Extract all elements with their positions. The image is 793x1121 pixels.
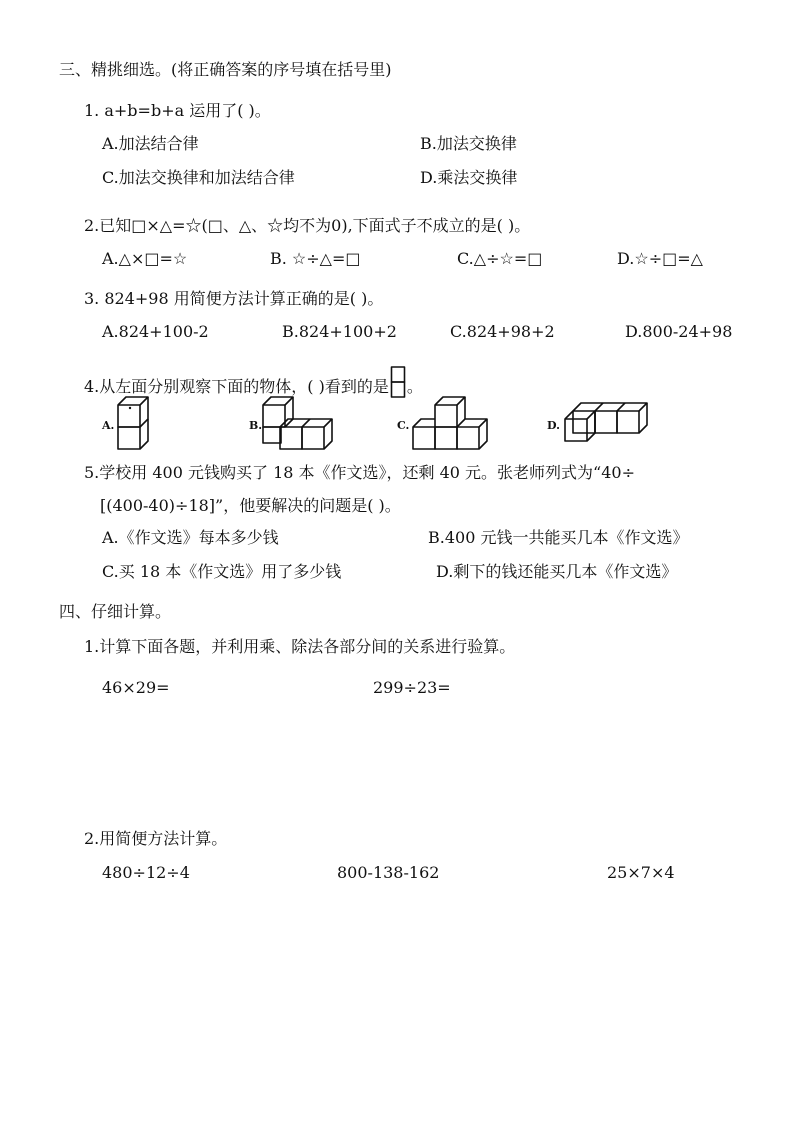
- calc-question-2-stem: 2.用简便方法计算。: [84, 829, 228, 848]
- section-3-title: 三、精挑细选。(将正确答案的序号填在括号里): [59, 60, 392, 79]
- question-1-option-d[interactable]: D.乘法交换律: [420, 168, 518, 187]
- question-4-option-c-figure[interactable]: [395, 393, 490, 453]
- section-4-title: 四、仔细计算。: [59, 602, 172, 621]
- calc-question-1-stem: 1.计算下面各题，并利用乘、除法各部分间的关系进行验算。: [84, 637, 516, 656]
- question-5-option-b[interactable]: B.400 元钱一共能买几本《作文选》: [428, 528, 689, 547]
- question-3-option-b[interactable]: B.824+100+2: [282, 322, 397, 341]
- question-4-option-d-label: D.: [547, 419, 560, 432]
- question-4-stem-end: 。: [406, 377, 423, 396]
- question-1-option-c[interactable]: C.加法交换律和加法结合律: [102, 168, 295, 187]
- question-4-option-d-figure[interactable]: [545, 393, 645, 453]
- calc-item-5: 25×7×4: [607, 863, 675, 882]
- question-3-option-a[interactable]: A.824+100-2: [102, 322, 209, 341]
- calc-item-3: 480÷12÷4: [102, 863, 190, 882]
- question-2-option-b[interactable]: B. ☆÷△=□: [270, 249, 361, 268]
- question-4-option-c-label: C.: [397, 419, 410, 432]
- question-1-stem: 1. a+b=b+a 运用了( )。: [84, 101, 271, 120]
- question-2-stem: 2.已知□×△=☆(□、△、☆均不为0),下面式子不成立的是( )。: [84, 216, 531, 235]
- question-5-stem-line-1: 5.学校用 400 元钱购买了 18 本《作文选》，还剩 40 元。张老师列式为“40÷: [84, 463, 635, 482]
- question-4-option-b-figure[interactable]: [247, 393, 337, 453]
- question-4-option-a-label: A.: [102, 419, 115, 432]
- calc-item-4: 800-138-162: [337, 863, 440, 882]
- question-3-option-d[interactable]: D.800-24+98: [625, 322, 733, 341]
- question-2-option-d[interactable]: D.☆÷□=△: [617, 249, 703, 268]
- question-5-stem-line-2: [(400-40)÷18]”，他要解决的问题是( )。: [100, 496, 401, 515]
- question-1-option-a[interactable]: A.加法结合律: [102, 134, 199, 153]
- question-2-option-c[interactable]: C.△÷☆=□: [457, 249, 543, 268]
- calc-item-2: 299÷23=: [373, 678, 451, 697]
- question-4-option-a-figure[interactable]: [100, 393, 165, 453]
- question-5-option-a[interactable]: A.《作文选》每本多少钱: [102, 528, 279, 547]
- question-5-option-c[interactable]: C.买 18 本《作文选》用了多少钱: [102, 562, 342, 581]
- question-3-stem: 3. 824+98 用简便方法计算正确的是( )。: [84, 289, 384, 308]
- question-3-option-c[interactable]: C.824+98+2: [450, 322, 555, 341]
- question-4-stem-text: 4.从左面分别观察下面的物体，( )看到的是: [84, 377, 389, 396]
- question-1-option-b[interactable]: B.加法交换律: [420, 134, 517, 153]
- question-5-option-d[interactable]: D.剩下的钱还能买几本《作文选》: [436, 562, 678, 581]
- question-4-option-b-label: B.: [249, 419, 263, 432]
- calc-item-1: 46×29=: [102, 678, 170, 697]
- question-2-option-a[interactable]: A.△×□=☆: [102, 249, 188, 268]
